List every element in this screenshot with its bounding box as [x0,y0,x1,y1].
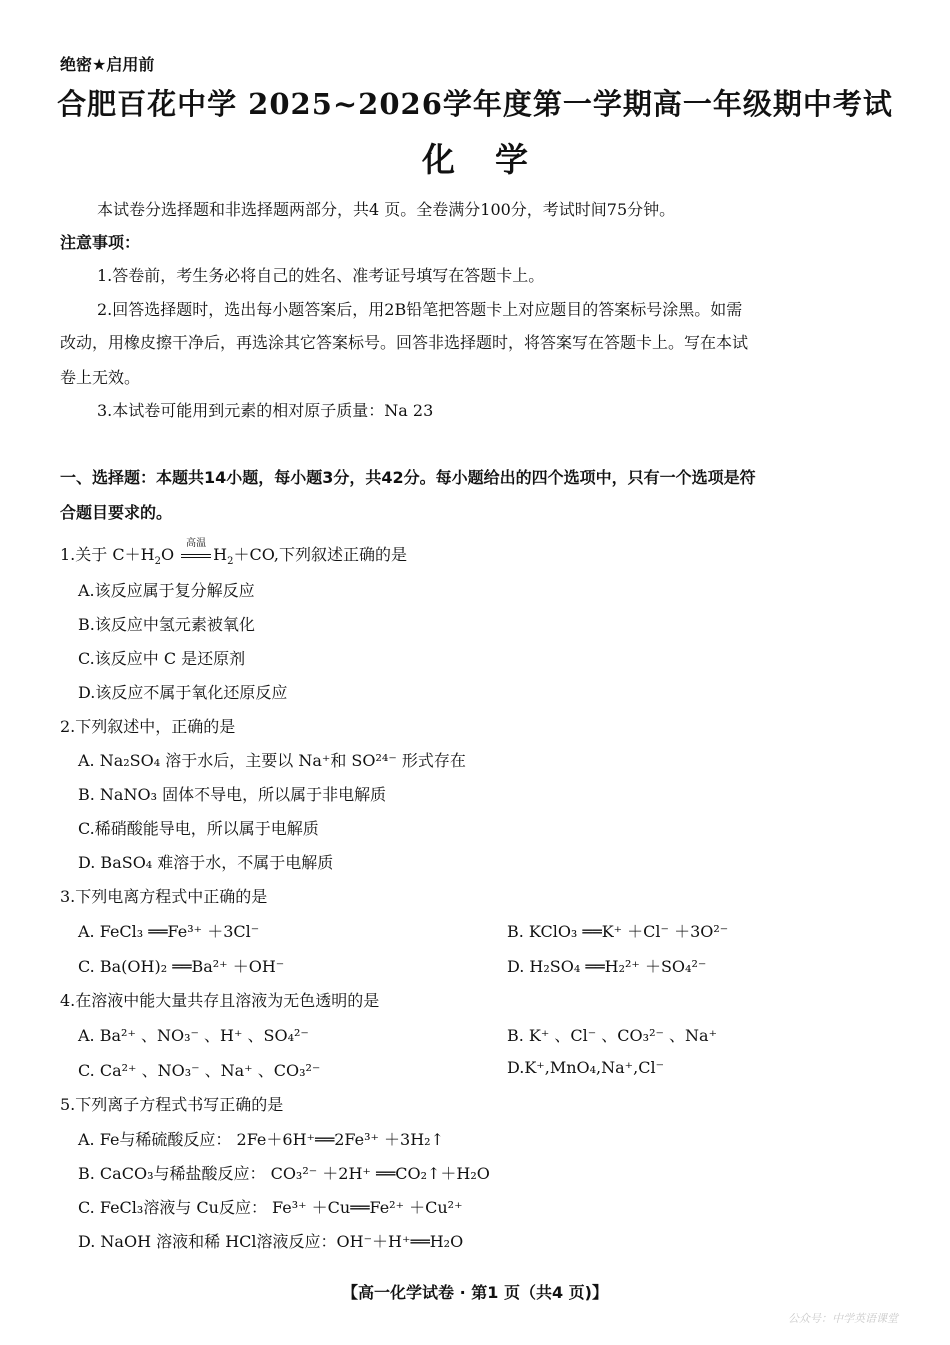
watermark: 公众号：中学英语课堂 [788,1312,898,1325]
question-2-option-a: A. Na₂SO₄ 溶于水后，主要以 Na⁺和 SO²⁴⁻ 形式存在 [78,751,466,770]
question-4-option-d: D.K⁺,MnO₄,Na⁺,Cl⁻ [507,1058,665,1077]
question-5-option-d: D. NaOH 溶液和稀 HCl溶液反应：OH⁻＋H⁺══H₂O [78,1232,464,1251]
question-3-option-a: A. FeCl₃ ══Fe³⁺ ＋3Cl⁻ [78,922,260,941]
intro-text: 本试卷分选择题和非选择题两部分，共4 页。全卷满分100分，考试时间75分钟。 [97,200,676,219]
question-2-stem: 2.下列叙述中，正确的是 [60,717,236,736]
note-2-line-1: 2.回答选择题时，选出每小题答案后，用2B铅笔把答题卡上对应题目的答案标号涂黑。如需 [97,300,743,319]
question-5-option-c: C. FeCl₃溶液与 Cu反应： Fe³⁺ ＋Cu══Fe²⁺ ＋Cu²⁺ [78,1198,463,1217]
note-2-line-2: 改动，用橡皮擦干净后，再选涂其它答案标号。回答非选择题时，将答案写在答题卡上。写在本试 [60,333,749,352]
section-heading-line-1: 一、选择题：本题共14小题，每小题3分，共42分。每小题给出的四个选项中，只有一个选项是符 [60,468,756,487]
question-4-stem: 4.在溶液中能大量共存且溶液为无色透明的是 [60,991,380,1010]
question-2-option-b: B. NaNO₃ 固体不导电，所以属于非电解质 [78,785,387,804]
note-2-line-3: 卷上无效。 [60,368,141,387]
question-5-option-b: B. CaCO₃与稀盐酸反应： CO₃²⁻ ＋2H⁺ ══CO₂↑＋H₂O [78,1164,490,1183]
note-1: 1.答卷前，考生务必将自己的姓名、准考证号填写在答题卡上。 [97,266,545,285]
reaction-condition: 高温 [179,545,213,564]
question-1-option-d: D.该反应不属于氧化还原反应 [78,683,288,702]
question-3-stem: 3.下列电离方程式中正确的是 [60,887,268,906]
question-3-option-b: B. KClO₃ ══K⁺ ＋Cl⁻ ＋3O²⁻ [507,922,729,941]
section-heading-line-2: 合题目要求的。 [60,503,173,522]
question-1-option-a: A.该反应属于复分解反应 [78,581,255,600]
note-3: 3.本试卷可能用到元素的相对原子质量：Na 23 [97,401,434,420]
question-4-option-b: B. K⁺ 、Cl⁻ 、CO₃²⁻ 、Na⁺ [507,1026,718,1045]
question-1-stem: 1.关于 $C+H_2O$ 高温 $H_2+CO$,下列叙述正确的是 [60,538,407,568]
page-footer: 【高一化学试卷 · 第1 页（共4 页)】 [342,1283,608,1302]
question-4-option-c: C. Ca²⁺ 、NO₃⁻ 、Na⁺ 、CO₃²⁻ [78,1061,321,1080]
notes-heading: 注意事项： [60,233,141,252]
exam-title: 合肥百花中学 2025~2026学年度第一学期高一年级期中考试 [57,87,893,121]
question-4-option-a: A. Ba²⁺ 、NO₃⁻ 、H⁺ 、SO₄²⁻ [78,1026,309,1045]
question-1-option-c: C.该反应中 C 是还原剂 [78,649,246,668]
question-1-option-b: B.该反应中氢元素被氧化 [78,615,255,634]
question-2-option-d: D. BaSO₄ 难溶于水，不属于电解质 [78,853,334,872]
subject-title: 化学 [422,140,568,179]
confidential-label: 绝密★启用前 [60,55,155,74]
question-2-option-c: C.稀硝酸能导电，所以属于电解质 [78,819,319,838]
question-5-option-a: A. Fe与稀硫酸反应： 2Fe＋6H⁺══2Fe³⁺ ＋3H₂↑ [78,1130,445,1149]
question-5-stem: 5.下列离子方程式书写正确的是 [60,1095,284,1114]
question-3-option-c: C. Ba(OH)₂ ══Ba²⁺ ＋OH⁻ [78,957,285,976]
question-3-option-d: D. H₂SO₄ ══H₂²⁺ ＋SO₄²⁻ [507,957,707,976]
